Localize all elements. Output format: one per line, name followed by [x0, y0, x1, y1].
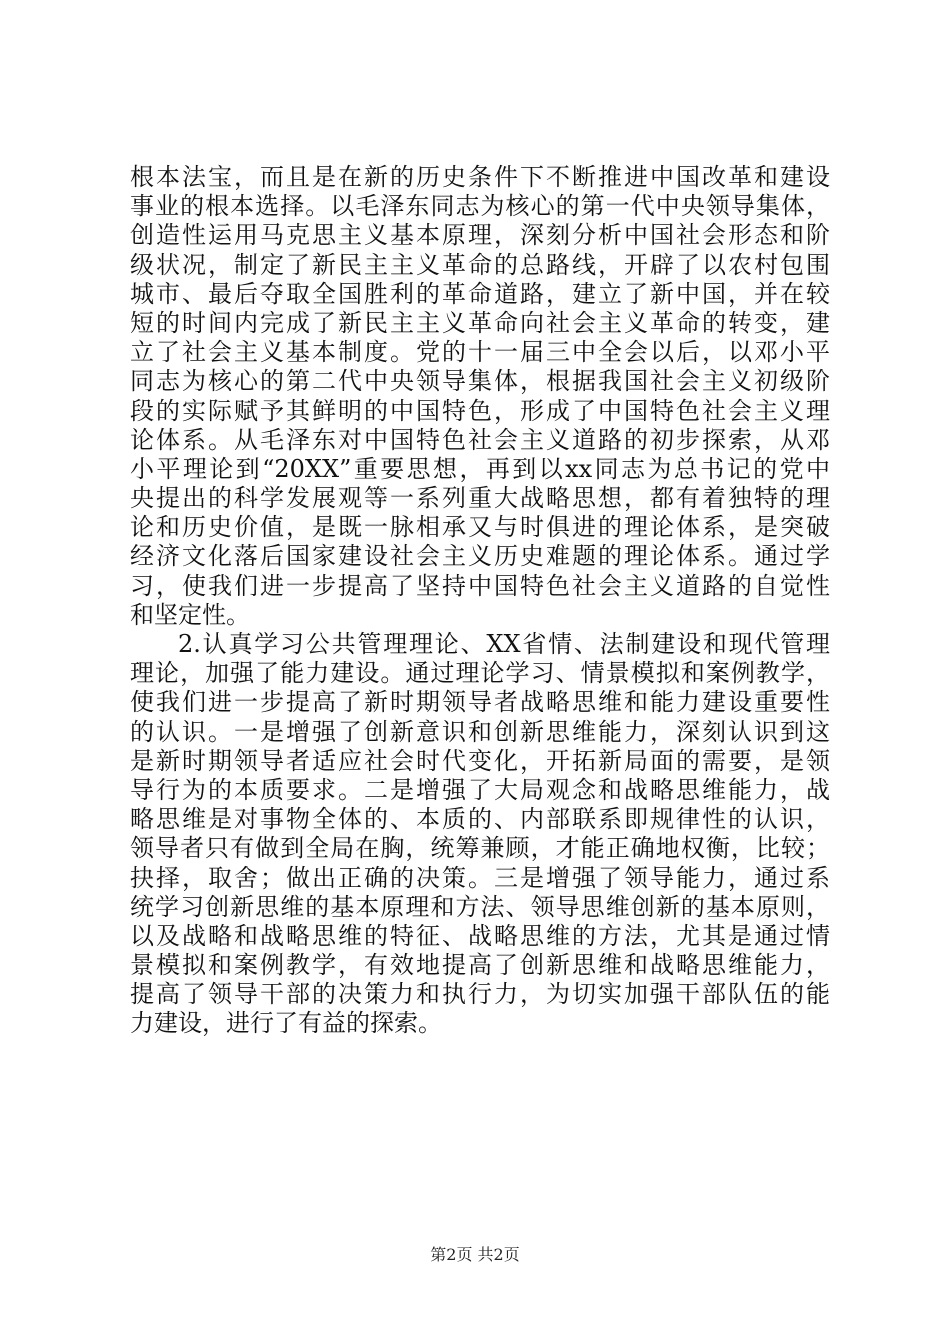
paragraph-line: 和坚定性。 — [130, 600, 250, 629]
document-body — [130, 163, 830, 1039]
paragraph-line: 事业的根本选择。以毛泽东同志为核心的第一代中央领导集体， — [130, 192, 830, 221]
paragraph-line: 段的实际赋予其鲜明的中国特色，形成了中国特色社会主义理 — [130, 396, 830, 425]
paragraph-line: 是新时期领导者适应社会时代变化，开拓新局面的需要，是领 — [130, 746, 830, 775]
paragraph-line: 的认识。一是增强了创新意识和创新思维能力，深刻认识到这 — [130, 717, 830, 746]
page-number-label: 第2页 共2页 — [430, 1245, 520, 1264]
paragraph-line: 小平理论到“20XX”重要思想，再到以xx同志为总书记的党中 — [130, 454, 830, 483]
paragraph-line: 略思维是对事物全体的、本质的、内部联系即规律性的认识， — [130, 805, 830, 834]
paragraph-line: 使我们进一步提高了新时期领导者战略思维和能力建设重要性 — [130, 688, 830, 717]
paragraph-line: 同志为核心的第二代中央领导集体，根据我国社会主义初级阶 — [130, 367, 830, 396]
paragraph-line: 习，使我们进一步提高了坚持中国特色社会主义道路的自觉性 — [130, 571, 830, 600]
paragraph-line: 提高了领导干部的决策力和执行力，为切实加强干部队伍的能 — [130, 980, 830, 1009]
paragraph-line: 根本法宝，而且是在新的历史条件下不断推进中国改革和建设 — [130, 163, 830, 191]
paragraph-line: 论和历史价值，是既一脉相承又与时俱进的理论体系，是突破 — [130, 513, 830, 542]
paragraph-line: 以及战略和战略思维的特征、战略思维的方法，尤其是通过情 — [130, 921, 830, 950]
paragraph-line: 2.认真学习公共管理理论、XX省情、法制建设和现代管理 — [178, 630, 830, 658]
paragraph-line: 景模拟和案例教学，有效地提高了创新思维和战略思维能力， — [130, 951, 830, 980]
paragraph-line: 立了社会主义基本制度。党的十一届三中全会以后，以邓小平 — [130, 338, 830, 367]
paragraph-line: 经济文化落后国家建设社会主义历史难题的理论体系。通过学 — [130, 542, 830, 571]
paragraph-line: 理论，加强了能力建设。通过理论学习、情景模拟和案例教学， — [130, 659, 830, 688]
paragraph-line: 级状况，制定了新民主主义革命的总路线，开辟了以农村包围 — [130, 250, 830, 279]
paragraph-line: 创造性运用马克思主义基本原理，深刻分析中国社会形态和阶 — [130, 221, 830, 250]
paragraph-line: 统学习创新思维的基本原理和方法、领导思维创新的基本原则， — [130, 892, 830, 921]
paragraph-line: 央提出的科学发展观等一系列重大战略思想，都有着独特的理 — [130, 484, 830, 513]
paragraph-line: 领导者只有做到全局在胸，统筹兼顾，才能正确地权衡，比较； — [130, 834, 830, 863]
paragraph-1 — [130, 163, 830, 630]
paragraph-2 — [130, 630, 830, 1039]
paragraph-line: 力建设，进行了有益的探索。 — [130, 1009, 442, 1038]
paragraph-line: 短的时间内完成了新民主主义革命向社会主义革命的转变，建 — [130, 308, 830, 337]
paragraph-line: 城市、最后夺取全国胜利的革命道路，建立了新中国，并在较 — [130, 279, 830, 308]
paragraph-line: 导行为的本质要求。二是增强了大局观念和战略思维能力，战 — [130, 775, 830, 804]
page-footer — [0, 1245, 950, 1265]
paragraph-line: 抉择，取舍；做出正确的决策。三是增强了领导能力，通过系 — [130, 863, 830, 892]
paragraph-line: 论体系。从毛泽东对中国特色社会主义道路的初步探索，从邓 — [130, 425, 830, 454]
